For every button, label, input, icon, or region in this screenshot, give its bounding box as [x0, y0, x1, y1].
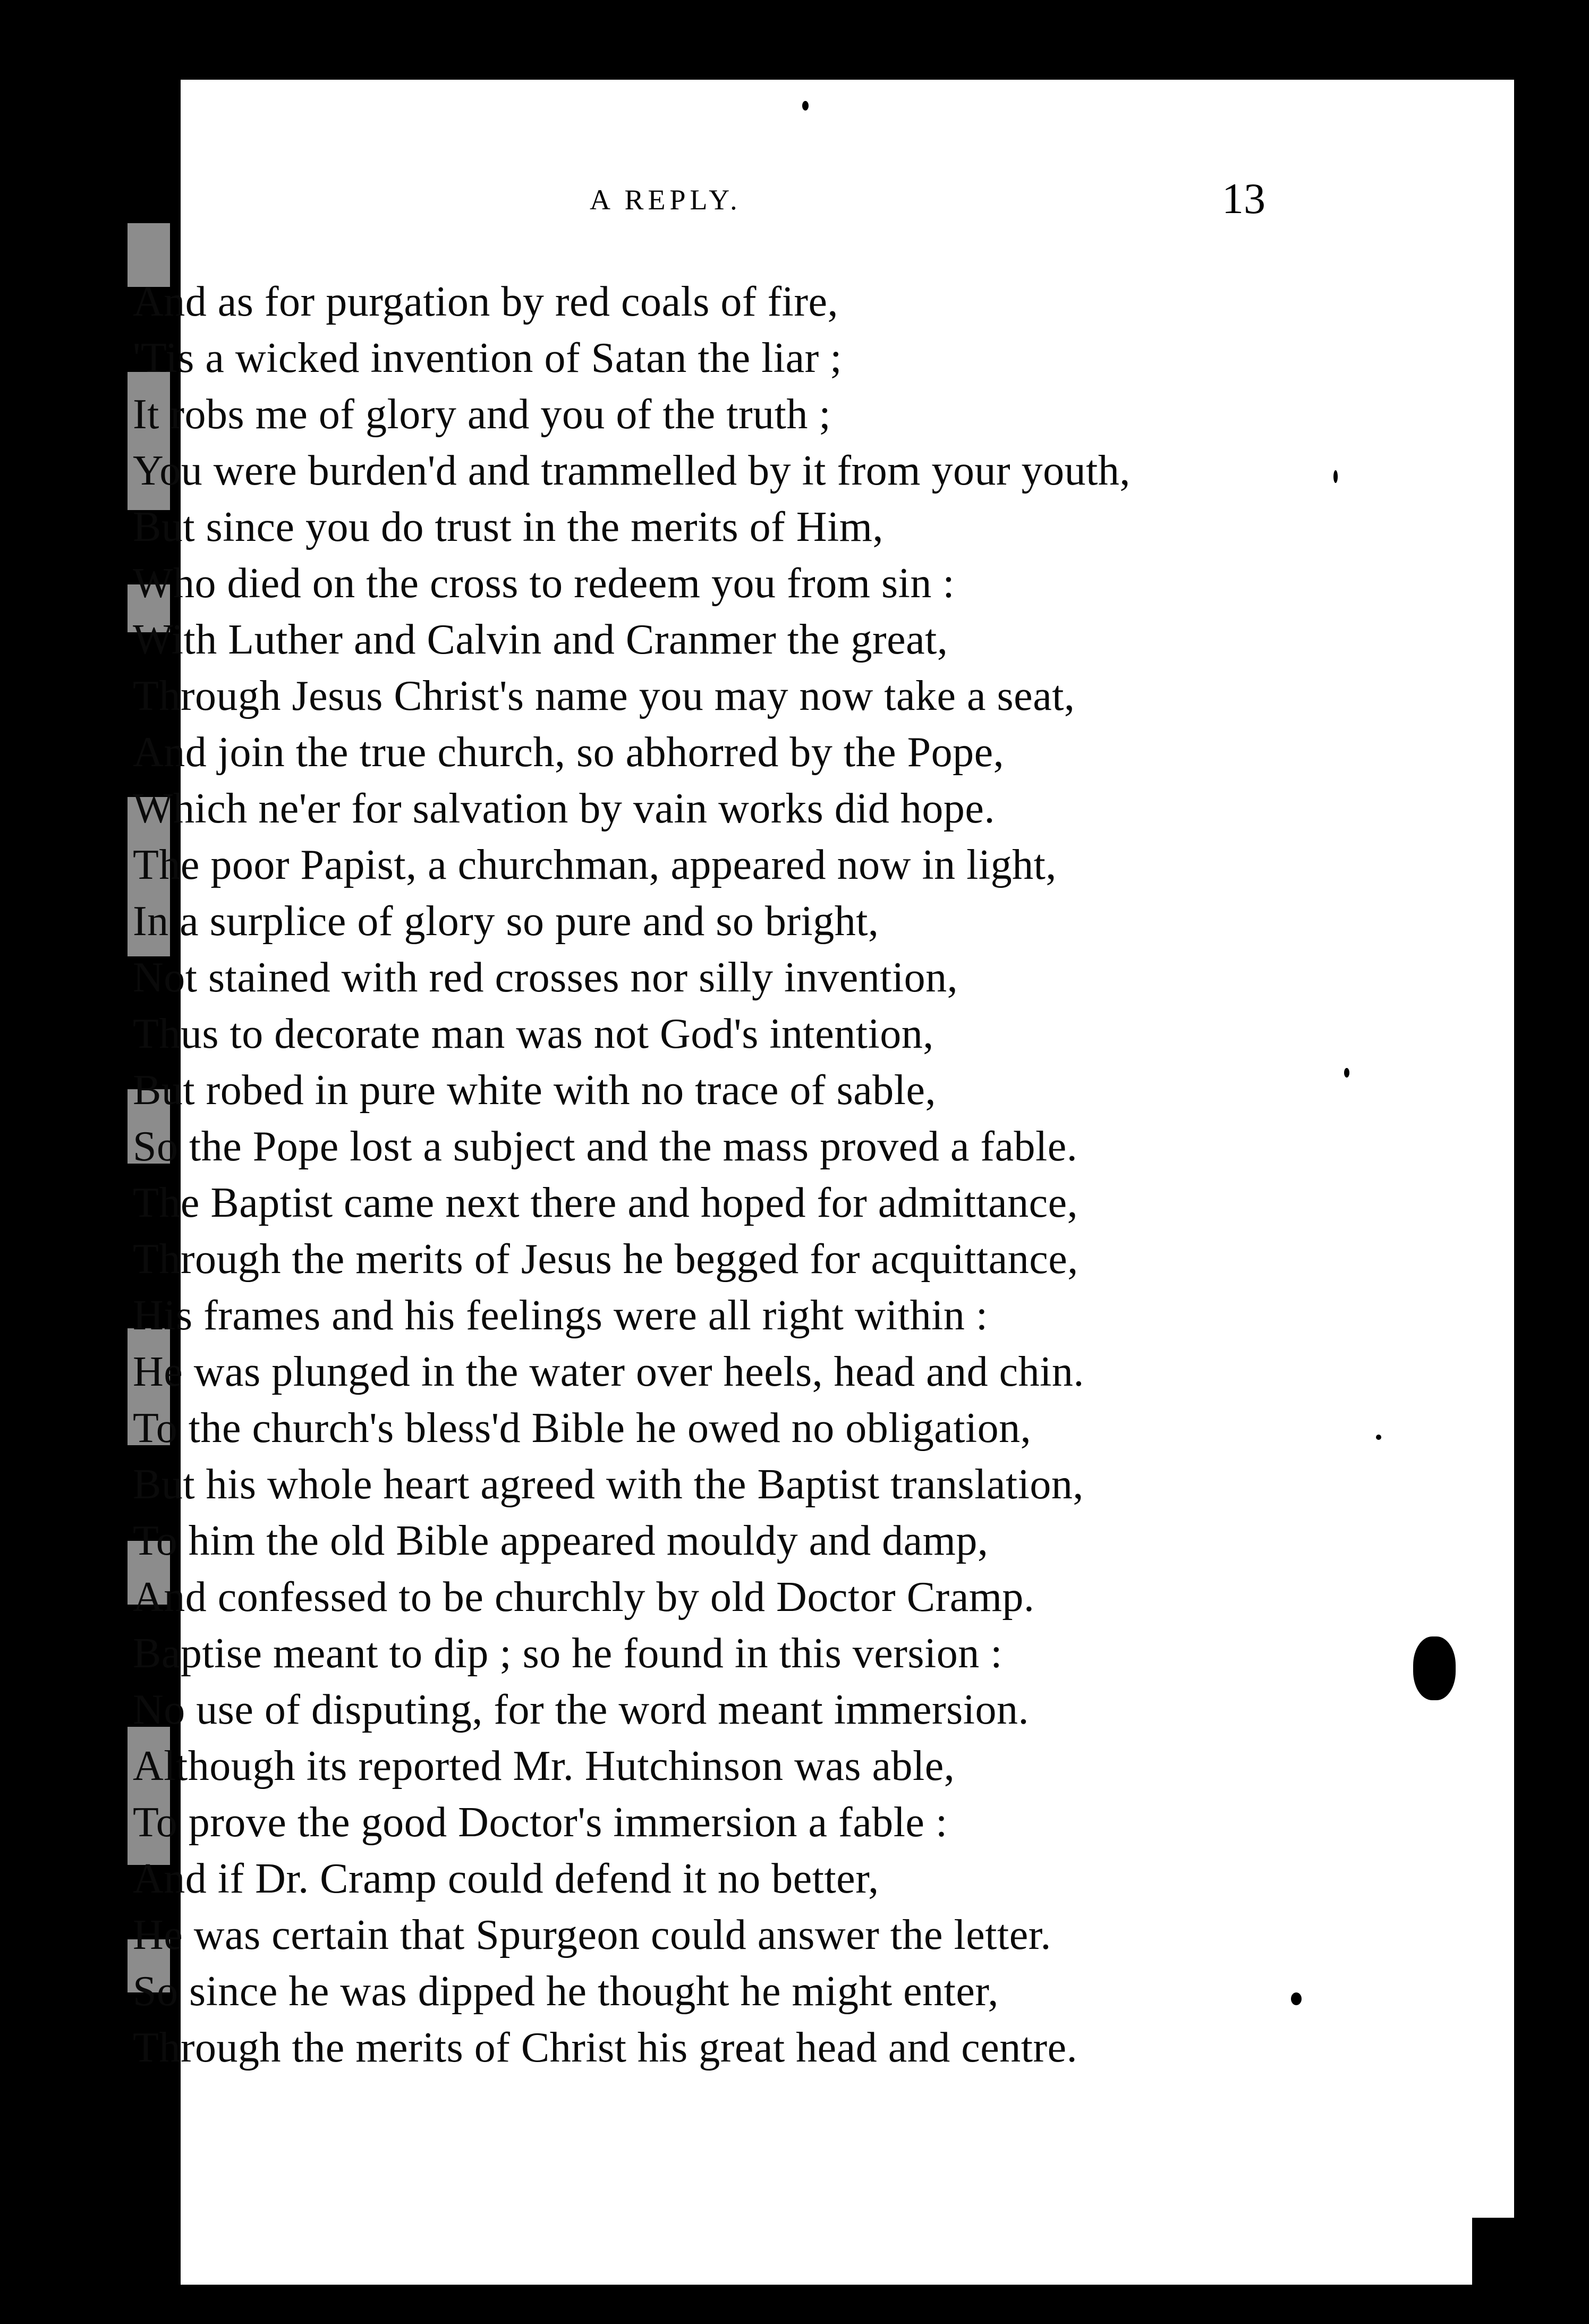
poem-line: So since he was dipped he thought he might enter,	[133, 1968, 999, 2015]
running-head: A REPLY.	[590, 184, 742, 216]
poem-line: Not stained with red crosses nor silly invention,	[133, 954, 958, 1001]
ink-speck	[1291, 1992, 1302, 2005]
ink-speck	[802, 101, 809, 111]
poem-line: To prove the good Doctor's immersion a fable :	[133, 1799, 948, 1846]
poem-line: You were burden'd and trammelled by it from your youth,	[133, 447, 1131, 494]
poem-line: But robed in pure white with no trace of sable,	[133, 1067, 936, 1114]
poem-line: 'Tis a wicked invention of Satan the liar ;	[133, 335, 842, 381]
poem-line: Through Jesus Christ's name you may now take a seat,	[133, 673, 1075, 719]
ink-speck	[1333, 470, 1338, 483]
poem-line: It robs me of glory and you of the truth ;	[133, 391, 831, 438]
page-corner-wear	[1472, 2218, 1589, 2324]
ink-speck	[1344, 1068, 1349, 1078]
poem-line: His frames and his feelings were all right within :	[133, 1292, 988, 1339]
poem-line: Baptise meant to dip ; so he found in this version :	[133, 1630, 1002, 1677]
poem-line: And as for purgation by red coals of fire,	[133, 278, 839, 325]
poem-line: Who died on the cross to redeem you from sin :	[133, 560, 955, 607]
poem-line: Thus to decorate man was not God's intention,	[133, 1011, 934, 1057]
poem-line: The Baptist came next there and hoped for admittance,	[133, 1180, 1078, 1226]
poem-line: But his whole heart agreed with the Baptist translation,	[133, 1461, 1084, 1508]
poem-line: He was certain that Spurgeon could answer the letter.	[133, 1912, 1051, 1958]
poem-line: To him the old Bible appeared mouldy and damp,	[133, 1517, 989, 1564]
poem-line: And if Dr. Cramp could defend it no better,	[133, 1855, 879, 1902]
poem-line: With Luther and Calvin and Cranmer the great,	[133, 616, 948, 663]
page-header	[0, 174, 1589, 231]
poem-line: And confessed to be churchly by old Doctor Cramp.	[133, 1574, 1035, 1621]
poem-line: The poor Papist, a churchman, appeared now in light,	[133, 842, 1057, 888]
poem-line: No use of disputing, for the word meant immersion.	[133, 1686, 1029, 1733]
poem-line: He was plunged in the water over heels, head and chin.	[133, 1348, 1084, 1395]
ink-blot	[1413, 1636, 1456, 1700]
page-number: 13	[1222, 174, 1265, 223]
ink-speck	[1376, 1435, 1381, 1440]
poem-line: But since you do trust in the merits of Him,	[133, 504, 883, 550]
poem-line: Which ne'er for salvation by vain works did hope.	[133, 785, 995, 832]
poem-line: And join the true church, so abhorred by the Pope,	[133, 729, 1005, 776]
poem-line: So the Pope lost a subject and the mass proved a fable.	[133, 1123, 1078, 1170]
poem-line: Through the merits of Jesus he begged for acquittance,	[133, 1236, 1078, 1283]
poem-line: To the church's bless'd Bible he owed no obligation,	[133, 1405, 1032, 1452]
poem-line: Although its reported Mr. Hutchinson was able,	[133, 1743, 955, 1789]
poem-body	[133, 274, 1434, 2076]
poem-line: Through the merits of Christ his great head and centre.	[133, 2024, 1078, 2071]
poem-line: In a surplice of glory so pure and so bright,	[133, 898, 879, 945]
